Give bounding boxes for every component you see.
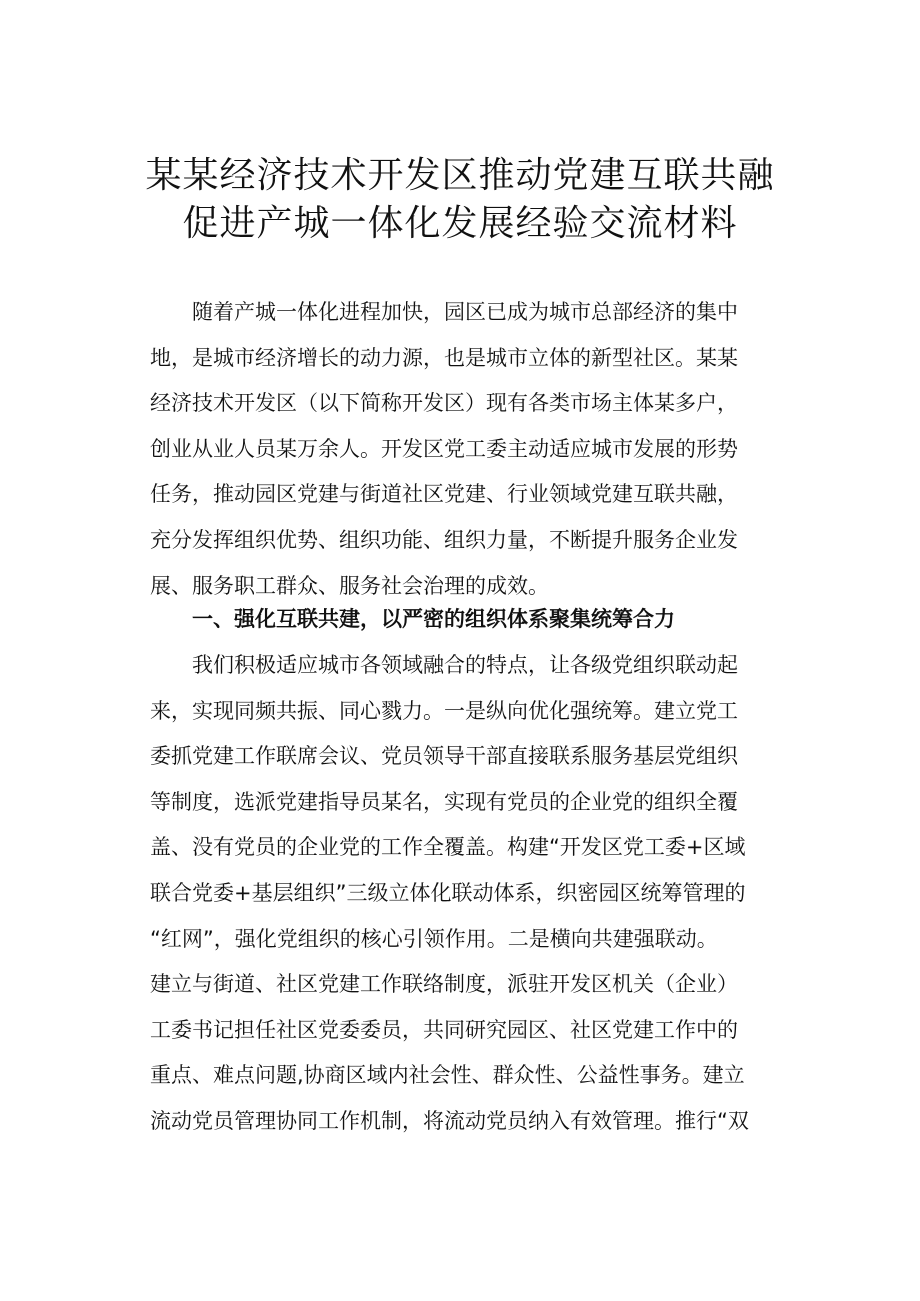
paragraph-line: “红网”，强化党组织的核心引领作用。二是横向共建强联动。 xyxy=(150,926,718,951)
paragraph-line: 随着产城一体化进程加快，园区已成为城市总部经济的集中 xyxy=(192,300,738,324)
paragraph-line: 展、服务职工群众、服务社会治理的成效。 xyxy=(150,573,549,598)
paragraph-line: 地，是城市经济增长的动力源，也是城市立体的新型社区。某某 xyxy=(150,345,738,370)
paragraph-line: 联合党委+基层组织”三级立体化联动体系，织密园区统筹管理的 xyxy=(150,880,746,905)
paragraph-line: 来，实现同频共振、同心戮力。一是纵向优化强统筹。建立党工 xyxy=(150,698,738,723)
paragraph-line: 任务，推动园区党建与街道社区党建、行业领域党建互联共融， xyxy=(150,482,738,507)
paragraph-line: 充分发挥组织优势、组织功能、组织力量，不断提升服务企业发 xyxy=(150,527,738,552)
paragraph-line: 盖、没有党员的企业党的工作全覆盖。构建“开发区党工委+区域 xyxy=(150,835,746,860)
paragraph-line: 工委书记担任社区党委委员，共同研究园区、社区党建工作中的 xyxy=(150,1017,738,1042)
paragraph-line: 经济技术开发区（以下简称开发区）现有各类市场主体某多户， xyxy=(150,391,738,416)
section-heading-1: 一、强化互联共建，以严密的组织体系聚集统筹合力 xyxy=(192,607,675,631)
document-title xyxy=(0,152,920,248)
paragraph-line: 流动党员管理协同工作机制，将流动党员纳入有效管理。推行“双 xyxy=(150,1108,749,1133)
paragraph-line: 等制度，选派党建指导员某名，实现有党员的企业党的组织全覆 xyxy=(150,789,738,814)
paragraph-section-1 xyxy=(150,643,802,1145)
paragraph-intro xyxy=(150,290,802,609)
paragraph-line: 我们积极适应城市各领域融合的特点，让各级党组织联动起 xyxy=(192,653,738,677)
paragraph-line: 重点、难点问题,协商区域内社会性、群众性、公益性事务。建立 xyxy=(150,1063,745,1088)
title-line-1: 某某经济技术开发区推动党建互联共融 xyxy=(145,155,775,196)
paragraph-line: 建立与街道、社区党建工作联络制度，派驻开发区机关（企业） xyxy=(150,972,738,997)
paragraph-line: 创业从业人员某万余人。开发区党工委主动适应城市发展的形势 xyxy=(150,436,738,461)
title-line-2: 促进产城一体化发展经验交流材料 xyxy=(182,203,738,244)
paragraph-line: 委抓党建工作联席会议、党员领导干部直接联系服务基层党组织 xyxy=(150,744,738,769)
